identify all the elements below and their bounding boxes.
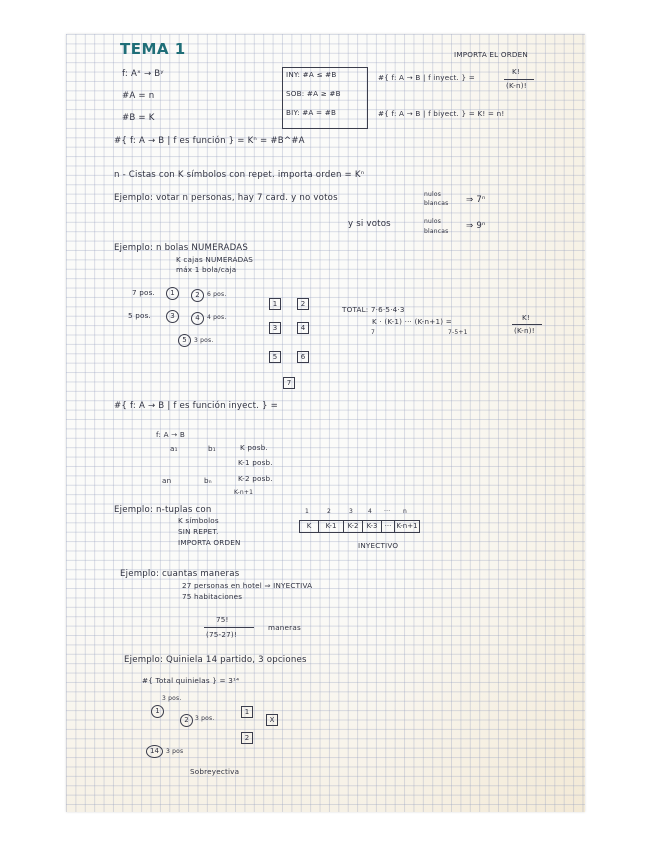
total-k-line: K · (K-1) ··· (K-n+1) = xyxy=(372,317,452,326)
inyectivo-label: INYECTIVO xyxy=(358,541,399,550)
example4-numerator: 75! xyxy=(216,615,229,624)
table-header-cell: 3 xyxy=(349,508,354,515)
quiniela-box-2: 2 xyxy=(241,732,253,744)
table-header-cell: ··· xyxy=(384,508,391,515)
notebook-page xyxy=(66,34,585,812)
inyect-set-line: #{ f: A → B | f es función inyect. } = xyxy=(114,401,279,411)
quiniela-circle-2: 2 xyxy=(180,714,193,727)
box-3: 3 xyxy=(269,322,281,334)
table-cell: K-1 xyxy=(318,520,344,533)
quiniela-box-1: 1 xyxy=(241,706,253,718)
ball-circle-5: 5 xyxy=(178,334,191,347)
fraction-bar xyxy=(504,79,534,80)
iny-def: INY: #A ≤ #B xyxy=(286,70,337,79)
quiniela-pos-1: 3 pos. xyxy=(162,695,182,702)
example3-line1: Ejemplo: n-tuplas con xyxy=(114,505,212,515)
box-2: 2 xyxy=(297,298,309,310)
kn1-label: K-n+1 xyxy=(234,489,254,496)
ntuplas-rule: n - Cistas con K símbolos con repet. importa orden = Kⁿ xyxy=(114,170,365,180)
table-cell: K-n+1 xyxy=(394,520,420,533)
total-frac-num: K! xyxy=(522,313,530,322)
total-seven-sub: 7-5+1 xyxy=(448,329,468,336)
example1-result1: ⇒ 7ⁿ xyxy=(466,195,486,205)
example4-line1: Ejemplo: cuantas maneras xyxy=(120,569,240,579)
example2-line3: máx 1 bola/caja xyxy=(176,265,237,274)
inyect-denominator: (K-n)! xyxy=(506,81,527,90)
table-header-cell: n xyxy=(403,508,408,515)
sobreyectiva-label: Sobreyectiva xyxy=(190,767,240,776)
k-pos-label: K posb. xyxy=(240,443,268,452)
ball-circle-4: 4 xyxy=(191,312,204,325)
pos6-label: 6 pos. xyxy=(207,291,227,298)
quiniela-circle-14: 14 xyxy=(146,745,163,758)
card-a-line: #A = n xyxy=(122,91,155,101)
ball-circle-2: 2 xyxy=(191,289,204,302)
quiniela-box-x: X xyxy=(266,714,278,726)
example1-result2: ⇒ 9ⁿ xyxy=(466,221,486,231)
box-5: 5 xyxy=(269,351,281,363)
biy-def: BIY: #A = #B xyxy=(286,108,337,117)
example3-line3: SIN REPET. xyxy=(178,527,219,536)
example4-denominator: (75-27)! xyxy=(206,630,237,639)
function-count-line: #{ f: A → B | f es función } = Kⁿ = #B^#A xyxy=(114,136,305,146)
map-line: f: Aˣ → Bʸ xyxy=(122,69,164,79)
page-title: TEMA 1 xyxy=(120,40,186,58)
table-cell: K xyxy=(299,520,319,533)
example1-line: Ejemplo: votar n personas, hay 7 card. y no votos xyxy=(114,193,338,203)
a1-label: a₁ xyxy=(170,444,178,453)
inyect-count: #{ f: A → B | f inyect. } = xyxy=(378,73,475,82)
fraction-bar xyxy=(512,324,542,325)
example1-nulos: nulos xyxy=(424,191,442,198)
example5-line2: #{ Total quinielas } = 3¹⁴ xyxy=(142,676,240,685)
bn-label: bₙ xyxy=(204,476,212,485)
card-b-line: #B = K xyxy=(122,113,155,123)
quiniela-pos-2: 3 pos. xyxy=(195,715,215,722)
pos5-label: 5 pos. xyxy=(128,311,152,320)
table-cell: K-3 xyxy=(362,520,382,533)
table-cell: K-2 xyxy=(343,520,363,533)
box-4: 4 xyxy=(297,322,309,334)
table-cell: ··· xyxy=(381,520,395,533)
k1-pos-label: K-1 posb. xyxy=(238,458,273,467)
b1-label: b₁ xyxy=(208,444,216,453)
example4-maneras: maneras xyxy=(268,623,301,632)
box-7: 7 xyxy=(283,377,295,389)
quiniela-pos-3: 3 pos xyxy=(166,748,184,755)
total-frac-den: (K-n)! xyxy=(514,326,535,335)
example4-line3: 75 habitaciones xyxy=(182,592,243,601)
biyect-count: #{ f: A → B | f biyect. } = K! = n! xyxy=(378,109,505,118)
table-header-cell: 1 xyxy=(305,508,310,515)
pos7-label: 7 pos. xyxy=(132,288,156,297)
inyect-numerator: K! xyxy=(512,67,520,76)
example1-nulos2: nulos xyxy=(424,218,442,225)
fraction-bar xyxy=(204,627,254,628)
f-ab-label: f: A → B xyxy=(156,430,186,439)
example1-blancas: blancas xyxy=(424,200,449,207)
example3-line2: K símbolos xyxy=(178,516,219,525)
ball-circle-1: 1 xyxy=(166,287,179,300)
header-note: IMPORTA EL ORDEN xyxy=(454,50,528,59)
example5-line1: Ejemplo: Quiniela 14 partido, 3 opciones xyxy=(124,655,307,665)
table-header-cell: 4 xyxy=(368,508,373,515)
example3-line4: IMPORTA ORDEN xyxy=(178,538,241,547)
sob-def: SOB: #A ≥ #B xyxy=(286,89,341,98)
ball-circle-3: 3 xyxy=(166,310,179,323)
example2-line2: K cajas NUMERADAS xyxy=(176,255,254,264)
quiniela-circle-1: 1 xyxy=(151,705,164,718)
example4-line2: 27 personas en hotel ⇒ INYECTIVA xyxy=(182,581,313,590)
k2-pos-label: K-2 posb. xyxy=(238,474,273,483)
example2-title: Ejemplo: n bolas NUMERADAS xyxy=(114,243,249,253)
box-1: 1 xyxy=(269,298,281,310)
pos3-label: 3 pos. xyxy=(194,337,214,344)
box-6: 6 xyxy=(297,351,309,363)
table-header-cell: 2 xyxy=(327,508,332,515)
example1-line2: y si votos xyxy=(348,219,391,229)
an-label: an xyxy=(162,476,172,485)
pos4-label: 4 pos. xyxy=(207,314,227,321)
total-seven: 7 xyxy=(371,329,376,336)
example1-blancas2: blancas xyxy=(424,228,449,235)
total-line: TOTAL: 7·6·5·4·3 xyxy=(342,305,405,314)
